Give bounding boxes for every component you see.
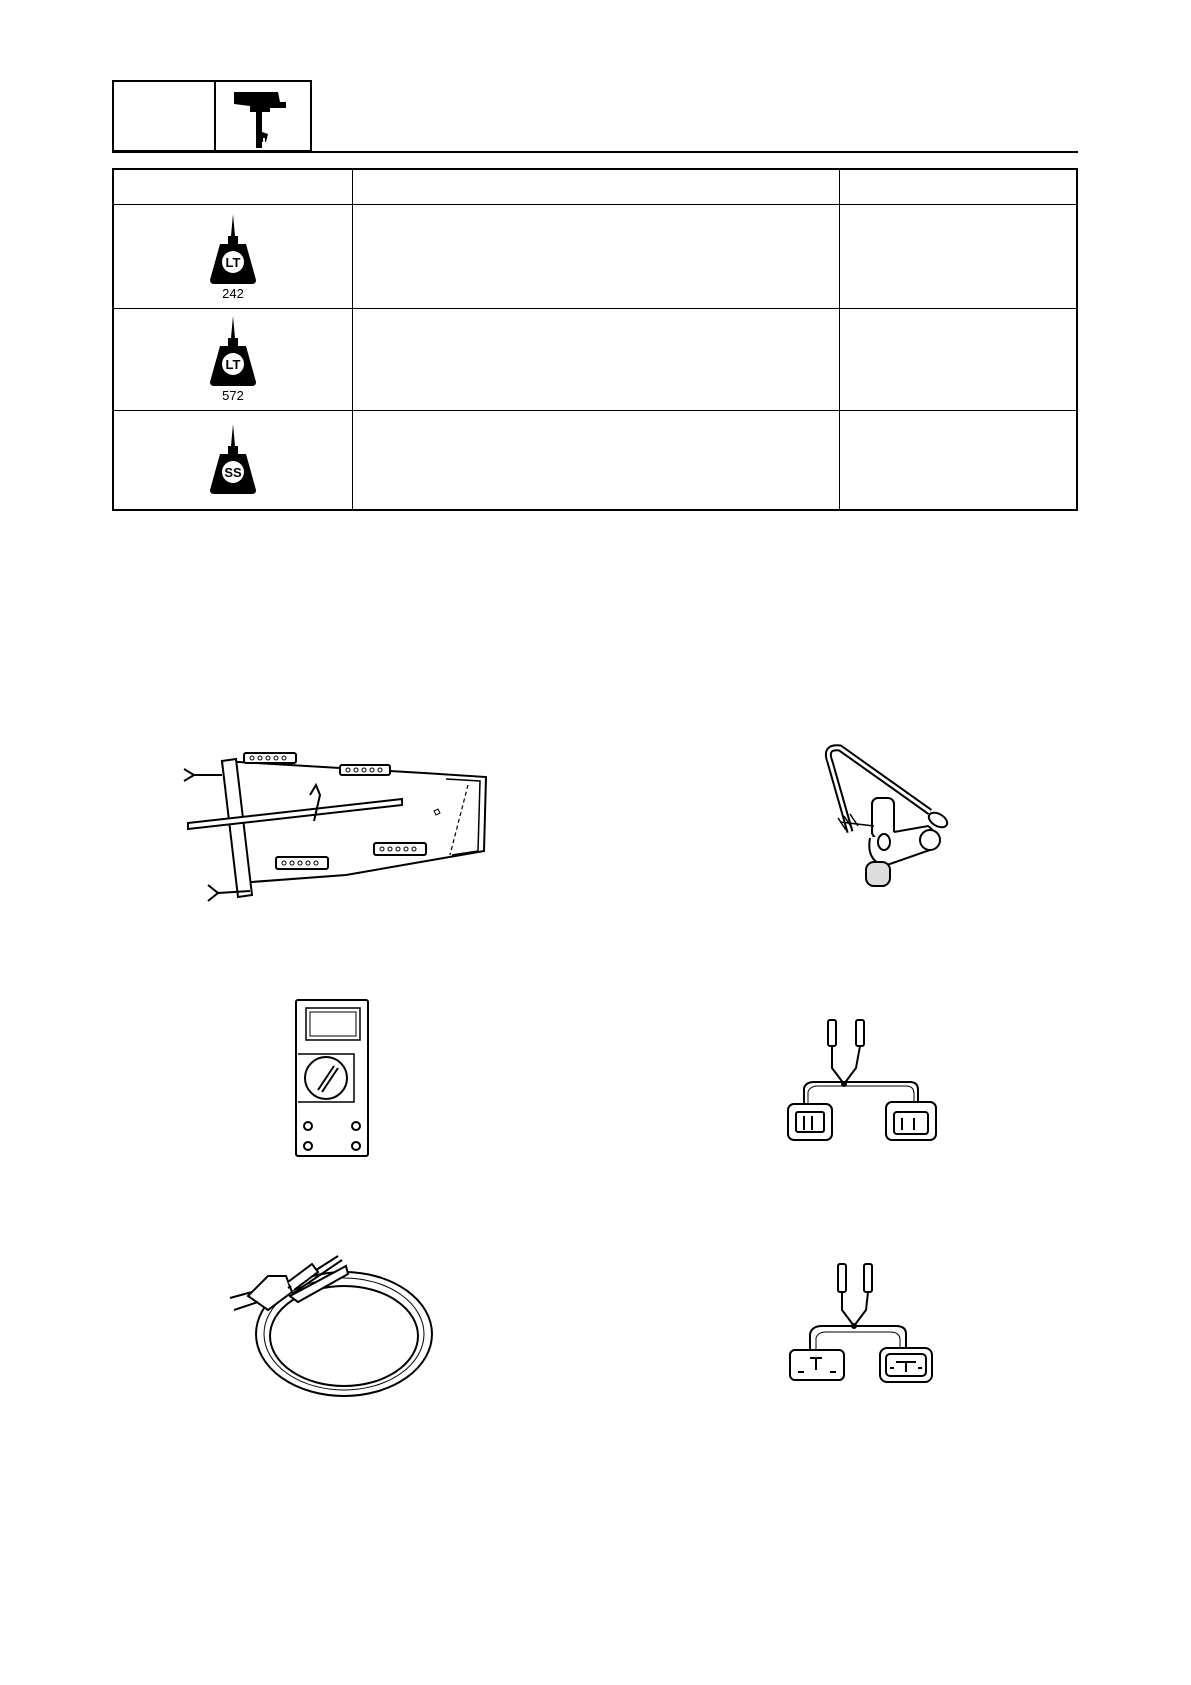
table-col-divider <box>352 170 353 509</box>
sealant-code: 572 <box>222 388 244 403</box>
table-header-divider <box>114 204 1076 205</box>
ss-bottle-icon <box>206 424 260 494</box>
bottle-badge: LT <box>225 255 241 270</box>
logo-box <box>214 80 312 152</box>
sealant-code: 242 <box>222 286 244 301</box>
lt-bottle-icon <box>206 214 260 284</box>
test-harness-3pin-icon <box>780 1262 936 1386</box>
lt-bottle-icon <box>206 316 260 386</box>
outboard-motor-icon <box>216 82 310 150</box>
digital-multimeter-icon <box>294 998 370 1158</box>
header-rule <box>112 151 1078 153</box>
table-row <box>114 206 352 306</box>
bottle-badge: SS <box>224 465 242 480</box>
sealant-table <box>112 168 1078 511</box>
table-row <box>114 410 352 510</box>
table-row <box>114 308 352 408</box>
spark-gap-tester-icon <box>810 742 960 910</box>
bottle-badge: LT <box>225 357 241 372</box>
section-box <box>112 80 215 152</box>
test-harness-2pin-icon <box>784 1018 940 1144</box>
table-col-divider <box>839 170 840 509</box>
test-harness-board-icon <box>178 745 490 913</box>
test-lead-cable-icon <box>228 1252 438 1400</box>
